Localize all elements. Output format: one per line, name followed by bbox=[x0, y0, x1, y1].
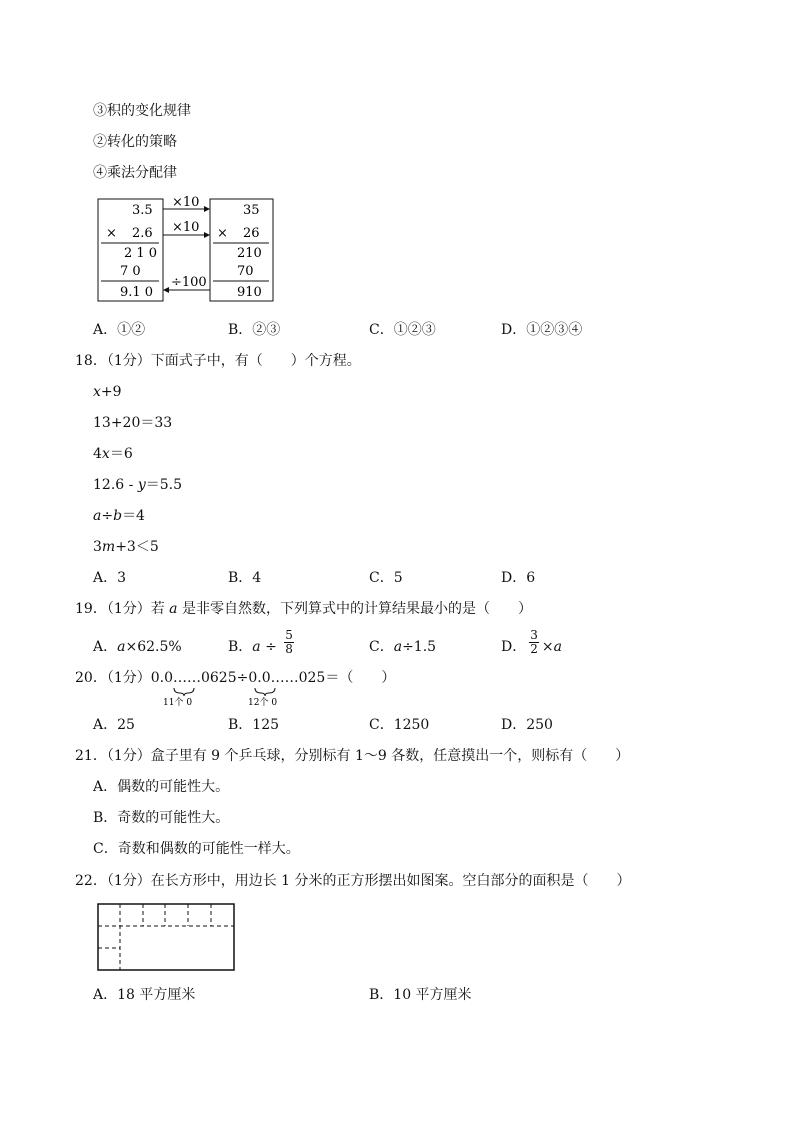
brace2-label: 12个 0 bbox=[248, 698, 278, 708]
q17-item-2: ②转化的策略 bbox=[93, 134, 177, 150]
q20-option-c[interactable]: C．1250 bbox=[369, 717, 430, 733]
brace1-label: 11个 0 bbox=[163, 698, 193, 708]
q17-option-c[interactable]: C．①②③ bbox=[369, 322, 436, 338]
q21-stem: 21．（1分）盒子里有 9 个乒乓球，分别标有 1～9 各数，任意摸出一个，则标有（ ） bbox=[75, 748, 630, 764]
q19-option-b[interactable]: B．a ÷ $\frac{5}{8}$ bbox=[228, 627, 293, 656]
rectangle-squares-figure bbox=[97, 903, 237, 973]
multiplication-diagram bbox=[95, 195, 280, 305]
q20-option-a[interactable]: A．25 bbox=[93, 717, 135, 733]
q21-option-a[interactable]: A．偶数的可能性大。 bbox=[93, 779, 230, 795]
q21-option-b[interactable]: B．奇数的可能性大。 bbox=[93, 810, 230, 826]
q21-option-c[interactable]: C．奇数和偶数的可能性一样大。 bbox=[93, 841, 300, 857]
left-r4: 7 0 bbox=[120, 264, 141, 279]
q18-expr-3: 4x＝6 bbox=[93, 446, 133, 462]
q22-option-a[interactable]: A．18 平方厘米 bbox=[93, 987, 196, 1003]
q20-braces bbox=[160, 686, 290, 708]
q18-option-a[interactable]: A．3 bbox=[93, 570, 127, 586]
q18-option-d[interactable]: D．6 bbox=[501, 570, 536, 586]
q17-option-b[interactable]: B．②③ bbox=[228, 322, 281, 338]
q17-item-1: ③积的变化规律 bbox=[93, 103, 191, 119]
q18-option-b[interactable]: B．4 bbox=[228, 570, 262, 586]
q18-expr-2: 13+20＝33 bbox=[93, 415, 173, 431]
q18-expr-4: 12.6 - y＝5.5 bbox=[93, 477, 182, 493]
left-r2: 2.6 bbox=[132, 226, 153, 241]
right-r1: 35 bbox=[243, 203, 260, 218]
q17-option-d[interactable]: D．①②③④ bbox=[501, 322, 583, 338]
q17-option-a[interactable]: A．①② bbox=[93, 322, 146, 338]
q19-option-d[interactable]: D． $\frac{3}{2}$ ×a bbox=[501, 627, 562, 656]
q22-stem: 22．（1分）在长方形中，用边长 1 分米的正方形摆出如图案。空白部分的面积是（ ） bbox=[75, 873, 631, 889]
left-sign: × bbox=[106, 226, 117, 241]
q19-stem: 19．（1分）若 a 是非零自然数，下列算式中的计算结果最小的是（ ） bbox=[75, 601, 532, 617]
q18-expr-1: x+9 bbox=[93, 384, 122, 400]
q19-option-a[interactable]: A．a×62.5% bbox=[93, 639, 182, 655]
left-r5: 9.1 0 bbox=[120, 285, 154, 300]
arrow1-label: ×10 bbox=[172, 195, 200, 210]
right-r4: 70 bbox=[237, 264, 254, 279]
q20-option-d[interactable]: D．250 bbox=[501, 717, 553, 733]
right-r3: 210 bbox=[237, 246, 262, 261]
q17-item-3: ④乘法分配律 bbox=[93, 165, 177, 181]
q18-expr-6: 3m+3＜5 bbox=[93, 539, 159, 555]
q20-option-b[interactable]: B．125 bbox=[228, 717, 280, 733]
right-r5: 910 bbox=[237, 285, 262, 300]
q18-option-c[interactable]: C．5 bbox=[369, 570, 403, 586]
q22-option-b[interactable]: B．10 平方厘米 bbox=[369, 987, 472, 1003]
arrow3-label: ÷100 bbox=[171, 275, 207, 290]
left-r1: 3.5 bbox=[132, 203, 153, 218]
q19-option-c[interactable]: C．a÷1.5 bbox=[369, 639, 437, 655]
right-r2: 26 bbox=[243, 226, 260, 241]
right-sign: × bbox=[217, 226, 228, 241]
q18-stem: 18．（1分）下面式子中，有（ ）个方程。 bbox=[75, 353, 361, 369]
arrow2-label: ×10 bbox=[172, 220, 200, 235]
q20-stem: 20．（1分）0.0……0625÷0.0……025＝（ ） bbox=[75, 670, 396, 686]
left-r3: 2 1 0 bbox=[124, 246, 158, 261]
q18-expr-5: a÷b＝4 bbox=[93, 508, 145, 524]
